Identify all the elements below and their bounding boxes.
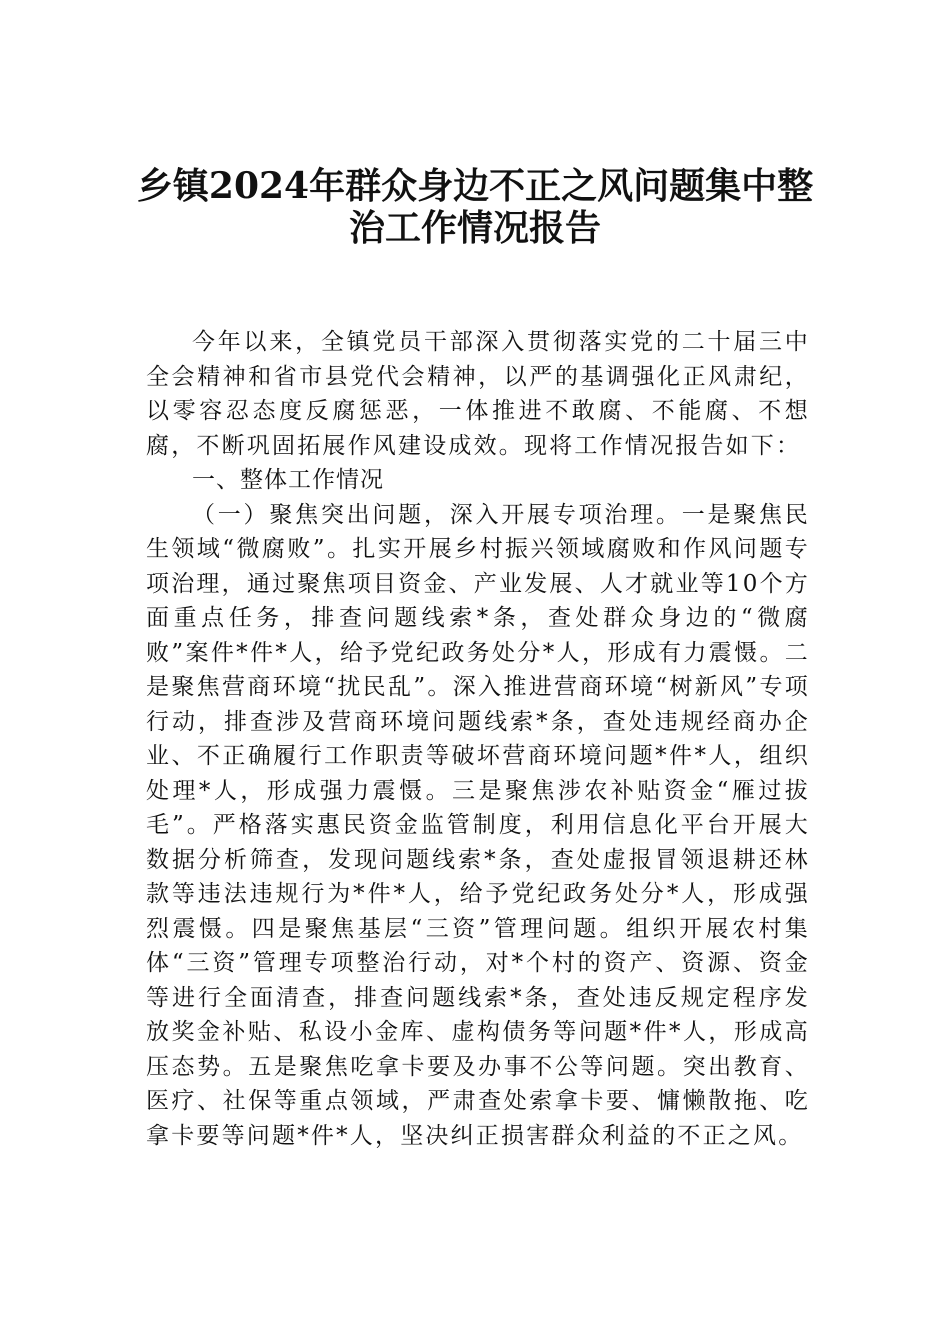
intro-paragraph: 今年以来，全镇党员干部深入贯彻落实党的二十届三中全会精神和省市县党代会精神，以严的基调强化正风肃纪，以零容忍态度反腐惩恶，一体推进不敢腐、不能腐、不想腐，不断巩固拓展作风建设成效。现将工作情况报告如下： [146,329,810,459]
document-title-line-2: 治工作情况报告 [348,207,601,249]
section-1-paragraph-1: （一）聚焦突出问题，深入开展专项治理。一是聚焦民生领域“微腐败”。扎实开展乡村振兴领域腐败和作风问题专项治理，通过聚焦项目资金、产业发展、人才就业等10个方面重点任务，排查问题线索*条，查处群众身边的“微腐败”案件*件*人，给予党纪政务处分*人，形成有力震慑。二是聚焦营商环境“扰民乱”。深入推进营商环境“树新风”专项行动，排查涉及营商环境问题线索*条，查处违规经商办企业、不正确履行工作职责等破坏营商环境问题*件*人，组织处理*人，形成强力震慑。三是聚焦涉农补贴资金“雁过拔毛”。严格落实惠民资金监管制度，利用信息化平台开展大数据分析筛查，发现问题线索*条，查处虚报冒领退耕还林款等违法违规行为*件*人，给予党纪政务处分*人，形成强烈震慑。四是聚焦基层“三资”管理问题。组织开展农村集体“三资”管理专项整治行动，对*个村的资产、资源、资金等进行全面清查，排查问题线索*条，查处违反规定程序发放奖金补贴、私设小金库、虚构债务等问题*件*人，形成高压态势。五是聚焦吃拿卡要及办事不公等问题。突出教育、医疗、社保等重点领域，严肃查处索拿卡要、慵懒散拖、吃拿卡要等问题*件*人，坚决纠正损害群众利益的不正之风。 [146,501,810,1149]
section-1-heading: 一、整体工作情况 [192,467,384,493]
document-title-line-1: 乡镇2024年群众身边不正之风问题集中整 [136,165,814,207]
document-body [146,325,810,1153]
